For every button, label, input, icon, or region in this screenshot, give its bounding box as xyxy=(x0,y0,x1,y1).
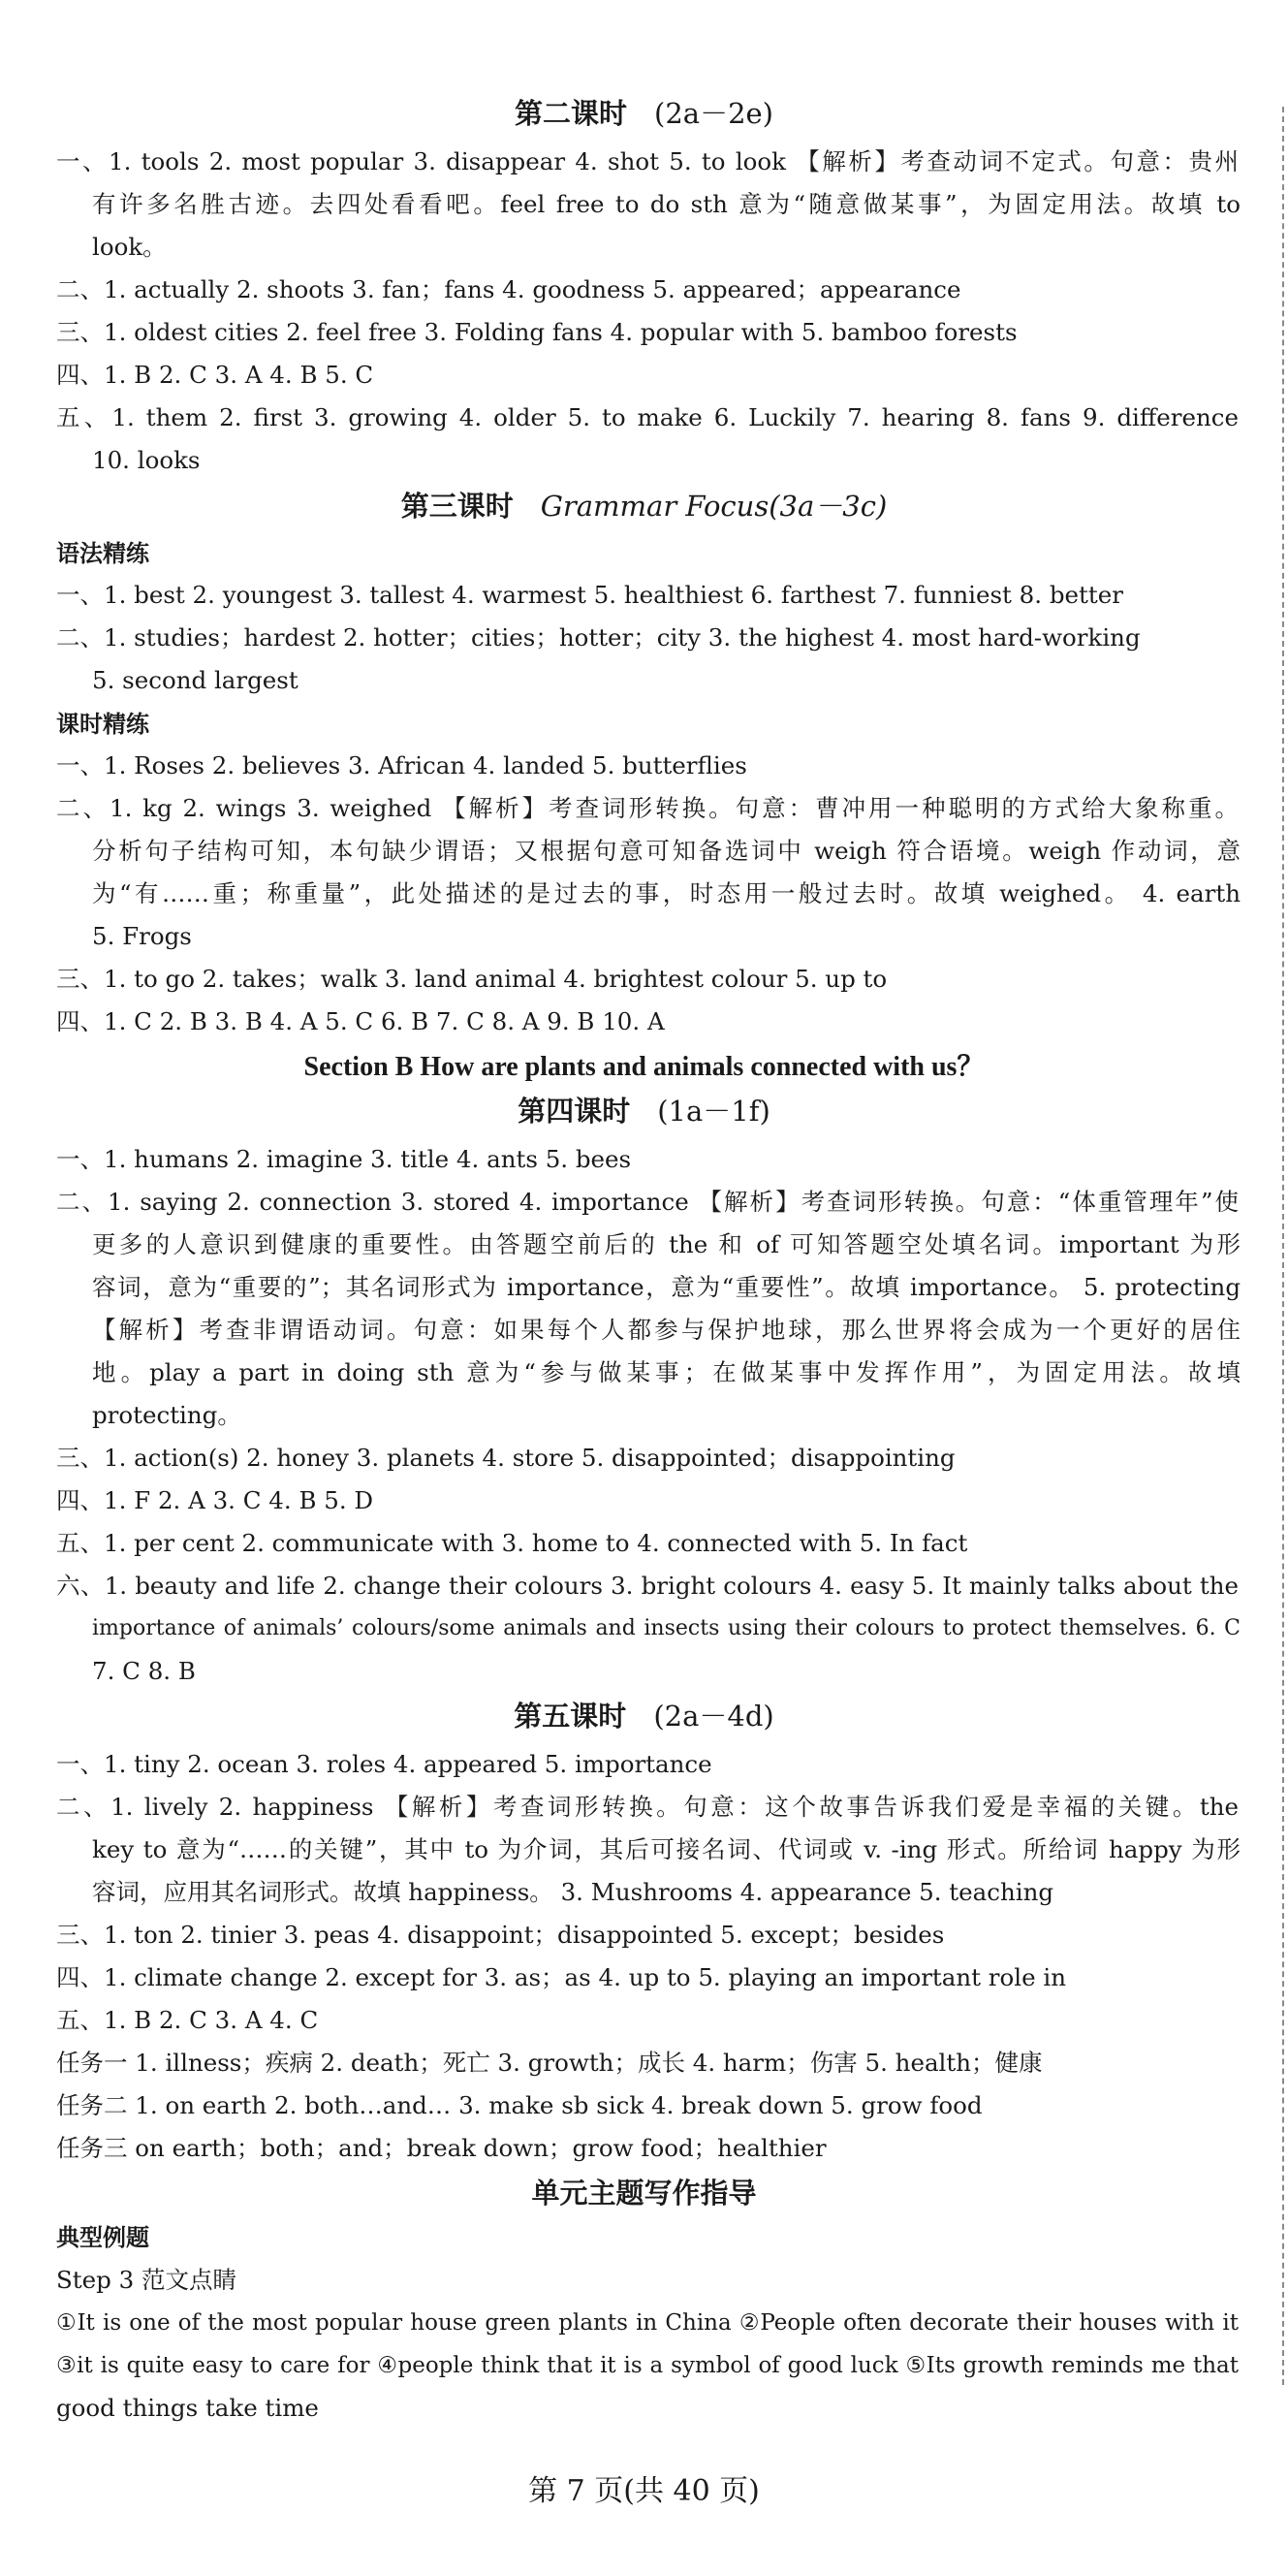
text-line: 任务一 1. illness；疾病 2. death；死亡 3. growth；成长 4. harm；伤害 5. health；健康 xyxy=(56,2049,1043,2077)
lesson2-range: (2a－2e) xyxy=(654,97,773,130)
text-line: 二、1. lively 2. happiness 【解析】考查词形转换。句意：这个故事告诉我们爱是幸福的关键。the xyxy=(56,1793,1239,1821)
text-line: key to 意为“……的关键”，其中 to 为介词，其后可接名词、代词或 v. -ing 形式。所给词 happy 为形 xyxy=(92,1835,1241,1863)
page-number: 第 7 页(共 40 页) xyxy=(528,2474,760,2508)
lesson3-title: 第三课时 xyxy=(400,490,514,523)
grammar-label: 语法精练 xyxy=(56,540,149,567)
text-line: 一、1. humans 2. imagine 3. title 4. ants 5. bees xyxy=(56,1145,632,1173)
lesson5-range: (2a－4d) xyxy=(653,1700,774,1733)
text-line: 容词，意为“重要的”；其名词形式为 importance，意为“重要性”。故填 importance。 5. protecting xyxy=(92,1273,1241,1301)
text-line: 四、1. F 2. A 3. C 4. B 5. D xyxy=(56,1486,374,1514)
text-line: look。 xyxy=(92,233,167,261)
lesson4-title: 第四课时 xyxy=(518,1095,631,1128)
lesson2-title: 第二课时 xyxy=(515,97,628,130)
lesson2-heading xyxy=(0,92,1288,135)
text-line: 三、1. action(s) 2. honey 3. planets 4. store 5. disappointed；disappointing xyxy=(56,1444,956,1472)
binding-dashed-line xyxy=(1278,107,1284,2385)
text-line: 一、1. best 2. youngest 3. tallest 4. warmest 5. healthiest 6. farthest 7. funniest 8. better xyxy=(56,581,1123,609)
writing-heading xyxy=(0,2172,1288,2214)
text-line: 四、1. B 2. C 3. A 4. B 5. C xyxy=(56,361,374,389)
writing-title: 单元主题写作指导 xyxy=(531,2177,757,2210)
text-line: 一、1. tiny 2. ocean 3. roles 4. appeared 5. importance xyxy=(56,1750,712,1778)
text-line: 五、1. them 2. first 3. growing 4. older 5. to make 6. Luckily 7. hearing 8. fans 9. difference xyxy=(56,403,1239,431)
text-line: 二、1. kg 2. wings 3. weighed 【解析】考查词形转换。句意：曹冲用一种聪明的方式给大象称重。 xyxy=(56,794,1239,822)
practice-label: 课时精练 xyxy=(56,711,149,738)
text-line: 有许多名胜古迹。去四处看看吧。feel free to do sth 意为“随意做某事”，为固定用法。故填 to xyxy=(92,190,1241,218)
text-line: 二、1. saying 2. connection 3. stored 4. importance 【解析】考查词形转换。句意：“体重管理年”使 xyxy=(56,1188,1239,1216)
text-line: 五、1. B 2. C 3. A 4. C xyxy=(56,2006,319,2034)
text-line: 二、1. actually 2. shoots 3. fan；fans 4. goodness 5. appeared；appearance xyxy=(56,275,961,303)
text-line: Step 3 范文点睛 xyxy=(56,2266,236,2294)
text-line: 四、1. climate change 2. except for 3. as；as 4. up to 5. playing an important role in xyxy=(56,1963,1066,1991)
text-line: 三、1. oldest cities 2. feel free 3. Folding fans 4. popular with 5. bamboo forests xyxy=(56,318,1018,346)
text-line: 一、1. Roses 2. believes 3. African 4. landed 5. butterflies xyxy=(56,751,747,779)
lesson4-heading xyxy=(0,1090,1288,1132)
text-line: 7. C 8. B xyxy=(92,1657,196,1685)
text-line: 【解析】考查非谓语动词。句意：如果每个人都参与保护地球，那么世界将会成为一个更好的居住 xyxy=(92,1316,1241,1344)
text-line: 5. Frogs xyxy=(92,922,192,950)
lesson3-heading xyxy=(0,485,1288,527)
text-line: 六、1. beauty and life 2. change their colours 3. bright colours 4. easy 5. It mainly talks about the xyxy=(56,1572,1239,1600)
text-line: 更多的人意识到健康的重要性。由答题空前后的 the 和 of 可知答题空处填名词。important 为形 xyxy=(92,1230,1241,1258)
text-line: ③it is quite easy to care for ④people think that it is a symbol of good luck ⑤Its growth reminds me that xyxy=(56,2353,1239,2378)
text-line: 一、1. tools 2. most popular 3. disappear 4. shot 5. to look 【解析】考查动词不定式。句意：贵州 xyxy=(56,147,1239,175)
text-line: 三、1. ton 2. tinier 3. peas 4. disappoint；disappointed 5. except；besides xyxy=(56,1921,945,1949)
text-line: 容词，应用其名词形式。故填 happiness。 3. Mushrooms 4. appearance 5. teaching xyxy=(92,1878,1054,1906)
writing-label: 典型例题 xyxy=(56,2224,149,2251)
text-line: 分析句子结构可知，本句缺少谓语；又根据句意可知备选词中 weigh 符合语境。weigh 作动词，意 xyxy=(92,837,1241,865)
text-line: 二、1. studies；hardest 2. hotter；cities；hotter；city 3. the highest 4. most hard-working xyxy=(56,623,1141,652)
text-line: 四、1. C 2. B 3. B 4. A 5. C 6. B 7. C 8. A 9. B 10. A xyxy=(56,1007,665,1035)
text-line: good things take time xyxy=(56,2394,319,2422)
text-line: ①It is one of the most popular house green plants in China ②People often decorate their houses with it xyxy=(56,2310,1239,2336)
text-line: 五、1. per cent 2. communicate with 3. home to 4. connected with 5. In fact xyxy=(56,1529,968,1557)
text-line: 任务三 on earth；both；and；break down；grow food；healthier xyxy=(56,2134,827,2162)
text-line: importance of animals’ colours/some animals and insects using their colours to protect themselves. 6. C xyxy=(92,1616,1241,1640)
lesson5-title: 第五课时 xyxy=(514,1700,627,1733)
text-line: 地。play a part in doing sth 意为“参与做某事；在做某事中发挥作用”，为固定用法。故填 xyxy=(92,1358,1241,1386)
text-line: 三、1. to go 2. takes；walk 3. land animal 4. brightest colour 5. up to xyxy=(56,965,888,993)
lesson4-range: (1a－1f) xyxy=(657,1095,770,1128)
text-line: 10. looks xyxy=(92,446,201,474)
section-b-title: Section B How are plants and animals connected with us？ xyxy=(303,1052,985,1082)
text-line: protecting。 xyxy=(92,1401,241,1429)
lesson5-heading xyxy=(0,1695,1288,1737)
text-line: 5. second largest xyxy=(92,666,298,694)
text-line: 任务二 1. on earth 2. both…and… 3. make sb sick 4. break down 5. grow food xyxy=(56,2091,983,2119)
text-line: 为“有……重；称重量”，此处描述的是过去的事，时态用一般过去时。故填 weighed。 4. earth xyxy=(92,879,1241,907)
lesson3-range: Grammar Focus(3a－3c) xyxy=(540,490,888,523)
